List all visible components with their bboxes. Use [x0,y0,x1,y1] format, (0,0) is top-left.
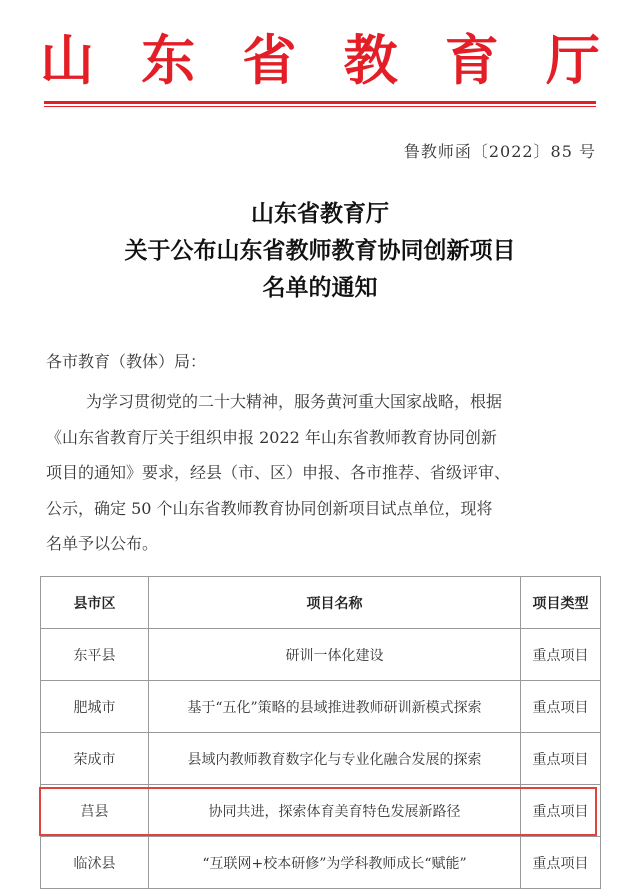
cell-project-name: 县域内教师教育数字化与专业化融合发展的探索 [149,733,521,785]
cell-project-type: 重点项目 [521,733,601,785]
cell-county: 临沭县 [41,837,149,889]
cell-project-name: 协同共进，探索体育美育特色发展新路径 [149,785,521,837]
masthead-char: 育 [444,28,499,92]
table-row [41,837,601,889]
title-line: 名单的通知 [262,275,378,301]
cell-county: 莒县 [41,785,149,837]
masthead-char: 省 [242,28,297,92]
document-number: 鲁教师函〔2022〕85 号 [403,142,596,161]
column-header-project-name: 项目名称 [149,577,521,629]
masthead-divider-thin [44,106,596,107]
column-header-county: 县市区 [41,577,149,629]
cell-county: 东平县 [41,629,149,681]
column-header-project-type: 项目类型 [521,577,601,629]
cell-project-name: “互联网+校本研修”为学科教师成长“赋能” [149,837,521,889]
body-paragraph [46,384,598,562]
body-line: 为学习贯彻党的二十大精神，服务黄河重大国家战略，根据 [86,392,503,411]
masthead-char: 厅 [545,28,600,92]
cell-project-name: 基于“五化”策略的县域推进教师研训新模式探索 [149,681,521,733]
title-line: 山东省教育厅 [251,201,389,227]
masthead-char: 东 [141,28,196,92]
masthead-title [40,28,600,92]
cell-project-name: 研训一体化建设 [149,629,521,681]
table-header-row [41,577,601,629]
table-row [41,629,601,681]
table-row [41,681,601,733]
cell-project-type: 重点项目 [521,785,601,837]
body-line: 《山东省教育厅关于组织申报 2022 年山东省教师教育协同创新 [46,427,497,447]
notice-title [0,196,640,307]
table-row [41,733,601,785]
masthead-char: 山 [40,28,94,92]
cell-project-type: 重点项目 [521,629,601,681]
title-line: 关于公布山东省教师教育协同创新项目 [124,238,516,264]
cell-project-type: 重点项目 [521,837,601,889]
cell-county: 荣成市 [41,733,149,785]
table-row-highlighted [41,785,601,837]
body-line: 项目的通知》要求，经县（市、区）申报、各市推荐、省级评审、 [46,463,511,482]
project-list-table [40,576,601,889]
body-line: 名单予以公布。 [46,534,159,553]
salutation: 各市教育（教体）局： [46,352,207,371]
cell-county: 肥城市 [41,681,149,733]
masthead-char: 教 [343,28,398,92]
cell-project-type: 重点项目 [521,681,601,733]
masthead-divider-thick [44,101,596,104]
body-line: 公示，确定 50 个山东省教师教育协同创新项目试点单位，现将 [46,498,493,518]
